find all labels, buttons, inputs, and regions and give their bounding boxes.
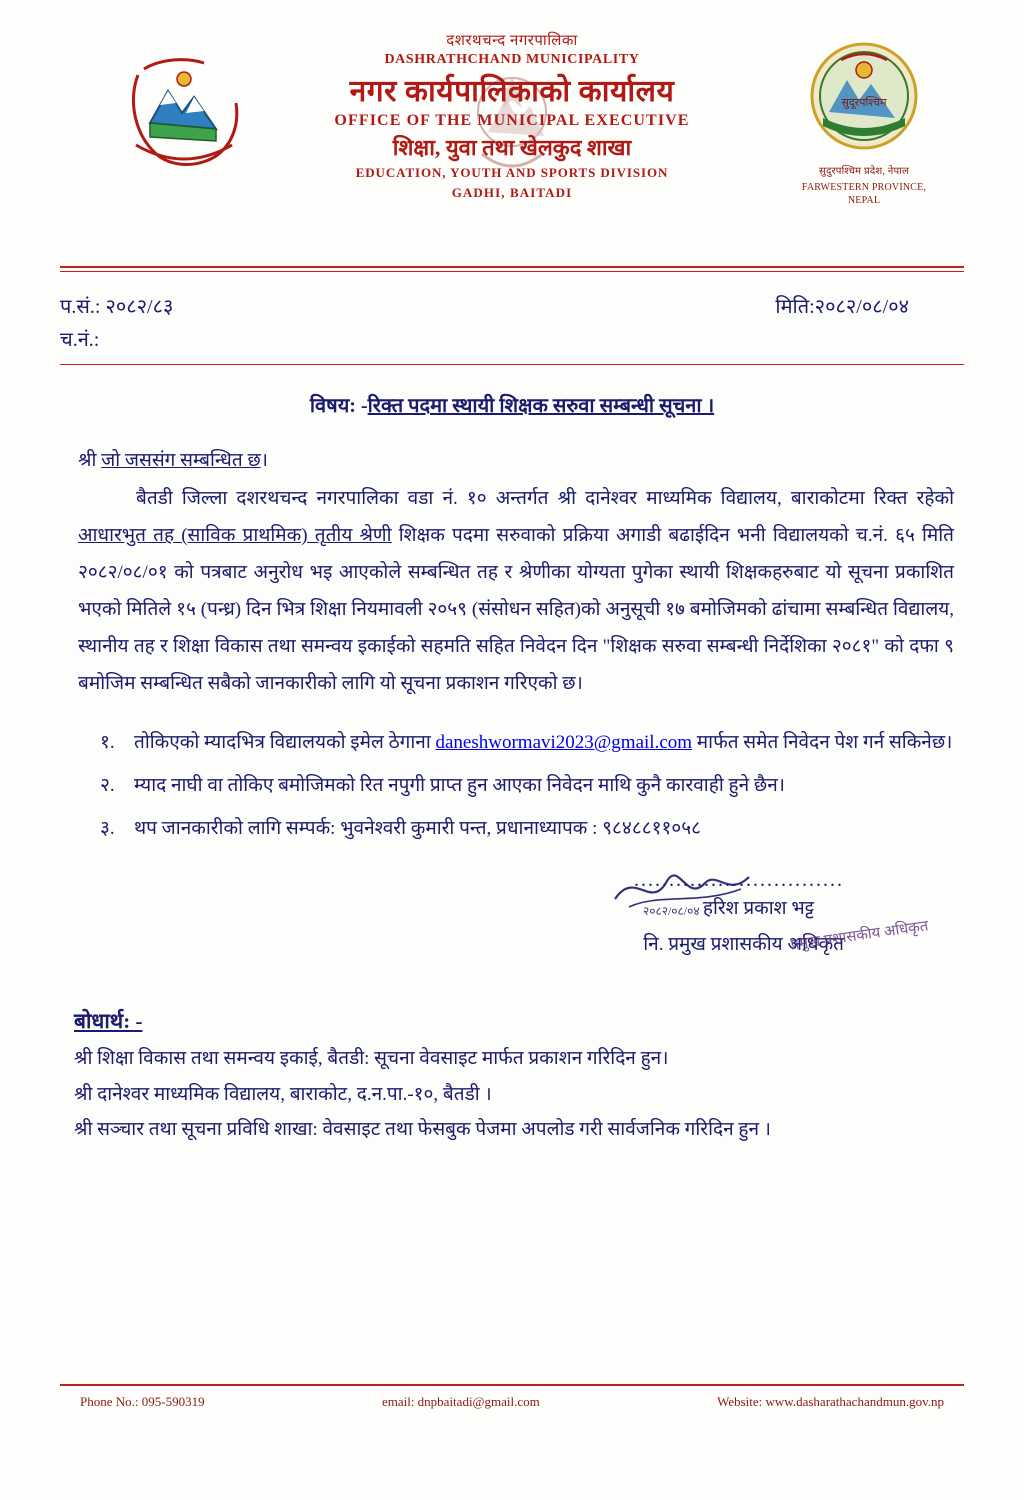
signatory-title: नि. प्रमुख प्रशासकीय अधिकृत bbox=[643, 934, 844, 956]
signature-dots: .............................. bbox=[634, 869, 844, 892]
official-stamp: प्रमुख प्रशासकीय अधिकृत bbox=[789, 918, 930, 954]
point-text-before: म्याद नाघी वा तोकिए बमोजिमको रित नपुगी प्राप्त हुन आएका निवेदन माथि कुनै कारवाही हुने छैन। bbox=[134, 775, 785, 797]
footer-divider bbox=[60, 1384, 964, 1386]
reference-line bbox=[60, 292, 964, 358]
division-name-en: EDUCATION, YOUTH AND SPORTS DIVISION bbox=[355, 165, 669, 180]
cc-item: श्री शिक्षा विकास तथा समन्वय इकाई, बैतडी: सूचना वेवसाइट मार्फत प्रकाशन गरिदिन हुन। bbox=[74, 1048, 669, 1070]
point-number: ३. bbox=[100, 818, 115, 840]
list-item bbox=[100, 724, 954, 761]
cc-item: श्री सञ्चार तथा सूचना प्रविधि शाखा: वेवसाइट तथा फेसबुक पेजमा अपलोड गरी सार्वजनिक गरिदिन हुन । bbox=[74, 1118, 771, 1140]
list-item bbox=[100, 810, 954, 847]
body-part-1: बैतडी जिल्ला दशरथचन्द नगरपालिका वडा नं. १० अन्तर्गत श्री दानेश्वर माध्यमिक विद्यालय, बाराकोटमा रिक्त रहेको bbox=[136, 488, 954, 509]
division-name-np: शिक्षा, युवा तथा खेलकुद शाखा bbox=[392, 135, 632, 160]
reference-divider bbox=[60, 364, 964, 365]
letter-date: मिति:२०८२/०८/०४ bbox=[775, 296, 909, 318]
point-number: २. bbox=[100, 775, 115, 797]
salutation bbox=[60, 446, 964, 472]
office-name-np: नगर कार्यपालिकाको कार्यालय bbox=[349, 75, 675, 108]
patra-sankhya: प.सं.: २०८२/८३ bbox=[60, 296, 174, 318]
signature-date-scribble: २०८२/०८/०४ bbox=[643, 904, 700, 916]
office-location: GADHI, BAITADI bbox=[451, 185, 573, 200]
office-name-en: OFFICE OF THE MUNICIPAL EXECUTIVE bbox=[334, 112, 690, 129]
body-paragraph bbox=[60, 480, 964, 702]
org-name-np-small: दशरथचन्द नगरपालिका bbox=[446, 33, 578, 49]
header-divider bbox=[60, 266, 964, 272]
reference-numbers bbox=[60, 292, 173, 358]
cc-heading: बोधार्थ: - bbox=[74, 1009, 143, 1034]
handwritten-signature-icon bbox=[609, 863, 779, 915]
footer-email: email: dnpbaitadi@gmail.com bbox=[381, 1394, 540, 1409]
org-name-en-small: DASHRATHCHAND MUNICIPALITY bbox=[384, 52, 640, 67]
footer-website: Website: www.dasharathachandmun.gov.np bbox=[717, 1394, 944, 1409]
cc-list bbox=[60, 1041, 964, 1146]
svg-text:सुदूरपश्चिम: सुदूरपश्चिम bbox=[841, 97, 887, 109]
salutation-prefix: श्री bbox=[78, 450, 102, 471]
point-text-before: थप जानकारीको लागि सम्पर्क: भुवनेश्वरी कुमारी पन्त, प्रधानाध्यापक : ९८४८८११०५८ bbox=[134, 818, 701, 840]
cc-item: श्री दानेश्वर माध्यमिक विद्यालय, बाराकोट, द.न.पा.-१०, बैतडी । bbox=[74, 1083, 492, 1105]
nepal-emblem-icon bbox=[120, 45, 250, 175]
province-caption-en: FARWESTERN PROVINCE, NEPAL bbox=[801, 181, 927, 206]
signature-block bbox=[60, 869, 964, 989]
point-text-after: मार्फत समेत निवेदन पेश गर्न सकिनेछ। bbox=[692, 732, 953, 754]
chalani-sankhya: च.नं.: bbox=[60, 329, 100, 351]
letterhead bbox=[60, 0, 964, 264]
footer bbox=[60, 1384, 964, 1410]
point-text-before: तोकिएको म्यादभित्र विद्यालयको इमेल ठेगाना bbox=[134, 732, 436, 754]
school-email-link[interactable]: daneshwormavi2023@gmail.com bbox=[435, 732, 693, 754]
salutation-suffix: । bbox=[260, 450, 268, 471]
subject-prefix: विषय: - bbox=[309, 395, 368, 417]
province-emblem-icon bbox=[789, 40, 939, 206]
notice-points-list bbox=[60, 724, 964, 847]
salutation-underlined: जो जससंग सम्बन्धित छ bbox=[101, 450, 261, 471]
point-number: १. bbox=[100, 732, 115, 754]
body-part-2-underlined: आधारभुत तह (साविक प्राथमिक) तृतीय श्रेणी bbox=[78, 525, 392, 547]
subject-line bbox=[60, 391, 964, 418]
footer-phone: Phone No.: 095-590319 bbox=[80, 1394, 205, 1409]
body-part-3: शिक्षक पदमा सरुवाको प्रक्रिया अगाडी बढाईदिन भनी विद्यालयको च.नं. ६५ मिति २०८२/०८/०१ को पत्रबाट अनुरोध भइ आएकोले सम्बन्धित तह र श्रेणीका योग्यता पुगेका स्थायी शिक्षकहरुबाट यो सूचना प्रकाशित भएको मितिले १५ (पन्ध्र) दिन भित्र शिक्षा नियमावली २०५९ (संसोधन सहित)को अनुसूची १७ बमोजिमको ढांचामा सम्बन्धित विद्यालय, स्थानीय तह र शिक्षा विकास तथा समन्वय इकाईको सहमति सहित निवेदन दिन "शिक्षक सरुवा सम्बन्धी निर्देशिका २०८१" को दफा ९ बमोजिम सम्बन्धित सबैको जानकारीको लागि यो सूचना प्रकाशन गरिएको छ। bbox=[78, 525, 955, 695]
subject-text: रिक्त पदमा स्थायी शिक्षक सरुवा सम्बन्धी सूचना । bbox=[367, 395, 715, 417]
list-item bbox=[100, 767, 954, 804]
signatory-name: हरिश प्रकाश भट्ट bbox=[702, 898, 814, 920]
province-caption-np: सुदुरपश्चिम प्रदेश, नेपाल bbox=[819, 166, 909, 177]
